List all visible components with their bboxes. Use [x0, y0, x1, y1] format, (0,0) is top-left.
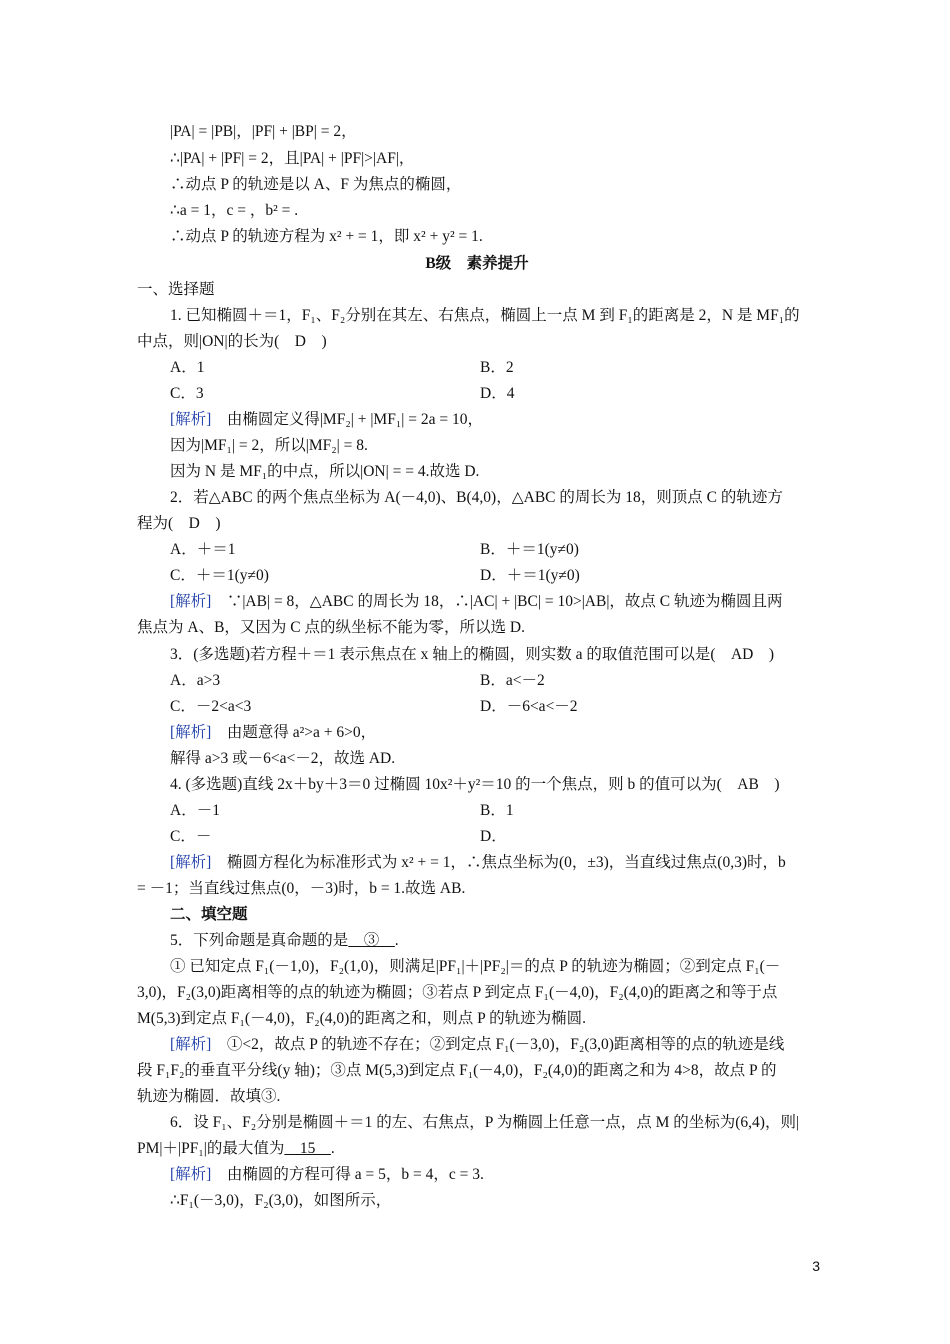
q4-stem: 4. (多选题)直线 2x＋by＋3＝0 过椭圆 10x²＋y²＝10 的一个焦点，则 b 的值可以为( AB ) [170, 776, 780, 793]
q2-explanation-2: 焦点为 A、B，又因为 C 点的纵坐标不能为零，所以选 D. [137, 619, 525, 636]
q1-explanation-3: 因为 N 是 MF₁的中点，所以|ON| = = 4.故选 D. [170, 463, 480, 480]
q5-stem-end: . [394, 932, 399, 949]
proof-line-5: ∴动点 P 的轨迹方程为 x² + = 1，即 x² + y² = 1. [170, 228, 483, 245]
analysis-tag: [解析] [170, 411, 212, 428]
q1-option-a: A．1 [170, 359, 205, 376]
q1-option-b: B．2 [480, 359, 514, 376]
q5-answer-blank: ③ [348, 932, 395, 949]
q1-explanation-1 [170, 409, 850, 431]
page-number: 3 [812, 1258, 820, 1274]
q2-option-c: C．＋＝1(y≠0) [170, 567, 269, 584]
q3-explanation-2: 解得 a>3 或－6<a<－2，故选 AD. [170, 750, 396, 767]
analysis-tag: [解析] [170, 854, 212, 871]
q6-stem-text: PM|＋|PF₁|的最大值为 [137, 1140, 285, 1157]
q3-stem: 3．(多选题)若方程＋＝1 表示焦点在 x 轴上的椭圆，则实数 a 的取值范围可以是( AD ) [170, 646, 775, 663]
q1-stem-line-2: 中点，则|ON|的长为( D ) [137, 333, 327, 350]
q5-ex1-text: ①<2，故点 P 的轨迹不存在；②到定点 F₁(－3,0)，F₂(3,0)距离相等的点的轨迹是线 [211, 1036, 785, 1053]
analysis-tag: [解析] [170, 724, 212, 741]
q4-explanation-1 [170, 852, 850, 874]
q2-stem-line-1: 2．若△ABC 的两个焦点坐标为 A(－4,0)、B(4,0)，△ABC 的周长为 18，则顶点 C 的轨迹方 [170, 489, 783, 506]
q4-option-c: C．－ [170, 828, 212, 845]
section-title: B级 素养提升 [425, 255, 529, 272]
analysis-tag: [解析] [170, 1166, 212, 1183]
q4-option-a: A．－1 [170, 802, 220, 819]
q5-explanation-3: 轨迹为椭圆．故填③. [137, 1088, 281, 1105]
q2-ex1-text: ∵|AB| = 8，△ABC 的周长为 18，∴|AC| + |BC| = 10>|AB|，故点 C 轨迹为椭圆且两 [211, 593, 783, 610]
q3-option-b: B．a<－2 [480, 672, 545, 689]
q4-option-d: D． [480, 828, 507, 845]
proof-line-4: ∴a = 1，c = ，b² = . [170, 202, 299, 219]
q3-option-a: A．a>3 [170, 672, 221, 689]
q4-ex1-text: 椭圆方程化为标准形式为 x² + = 1，∴焦点坐标为(0，±3)，当直线过焦点(0,3)时，b [211, 854, 786, 871]
q2-option-d: D．＋＝1(y≠0) [480, 567, 580, 584]
q1-ex1-text: 由椭圆定义得|MF₂| + |MF₁| = 2a = 10， [211, 411, 483, 428]
q1-option-c: C．3 [170, 385, 204, 402]
q4-option-b: B．1 [480, 802, 514, 819]
q6-stem-line-1: 6．设 F₁、F₂分别是椭圆＋＝1 的左、右焦点，P 为椭圆上任意一点，点 M 的坐标为(6,4)，则| [170, 1114, 800, 1131]
q1-option-d: D．4 [480, 385, 515, 402]
proof-line-1: |PA| = |PB|，|PF| + |BP| = 2， [170, 123, 357, 140]
q2-option-a: A．＋＝1 [170, 541, 236, 558]
q6-explanation-1 [170, 1164, 850, 1186]
q5-stem [170, 930, 850, 952]
q2-explanation-1 [170, 591, 850, 613]
q3-option-c: C．－2<a<3 [170, 698, 252, 715]
part2-title: 二、填空题 [170, 906, 248, 923]
q5-statement-line-1: ① 已知定点 F₁(－1,0)，F₂(1,0)，则满足|PF₁|＋|PF₂|＝的点 P 的轨迹为椭圆；②到定点 F₁(－ [170, 958, 781, 975]
q3-option-d: D．－6<a<－2 [480, 698, 578, 715]
proof-line-2: ∴|PA| + |PF| = 2，且|PA| + |PF|>|AF|， [170, 150, 415, 167]
q5-explanation-2: 段 F₁F₂的垂直平分线(y 轴)；③点 M(5,3)到定点 F₁(－4,0)，F₂(4,0)的距离之和为 4>8，故点 P 的 [137, 1062, 777, 1079]
q6-ex1-text: 由椭圆的方程可得 a = 5，b = 4，c = 3. [211, 1166, 484, 1183]
q6-explanation-2: ∴F₁(－3,0)，F₂(3,0)，如图所示， [170, 1192, 392, 1209]
q6-stem-line-2 [137, 1138, 817, 1160]
q6-stem-end: . [330, 1140, 335, 1157]
proof-line-3: ∴动点 P 的轨迹是以 A、F 为焦点的椭圆， [170, 176, 462, 193]
q5-statement-line-2: 3,0)，F₂(3,0)距离相等的点的轨迹为椭圆；③若点 P 到定点 F₁(－4,0)，F₂(4,0)的距离之和等于点 [137, 984, 778, 1001]
q1-explanation-2: 因为|MF₁| = 2，所以|MF₂| = 8. [170, 437, 368, 454]
q4-explanation-2: = －1；当直线过焦点(0，－3)时，b = 1.故选 AB. [137, 880, 466, 897]
part1-title: 一、选择题 [137, 281, 215, 298]
q3-ex1-text: 由题意得 a²>a + 6>0， [211, 724, 377, 741]
q5-statement-line-3: M(5,3)到定点 F₁(－4,0)，F₂(4,0)的距离之和，则点 P 的轨迹为椭圆. [137, 1010, 586, 1027]
q2-stem-line-2: 程为( D ) [137, 515, 221, 532]
q1-stem-line-1: 1. 已知椭圆＋＝1，F₁、F₂分别在其左、右焦点，椭圆上一点 M 到 F₁的距离是 2，N 是 MF₁的 [170, 307, 800, 324]
q2-option-b: B．＋＝1(y≠0) [480, 541, 579, 558]
q5-explanation-1 [170, 1034, 850, 1056]
q3-explanation-1 [170, 722, 850, 744]
q5-stem-text: 5．下列命题是真命题的是 [170, 932, 349, 949]
analysis-tag: [解析] [170, 593, 212, 610]
analysis-tag: [解析] [170, 1036, 212, 1053]
q6-answer-blank: 15 [284, 1140, 331, 1157]
